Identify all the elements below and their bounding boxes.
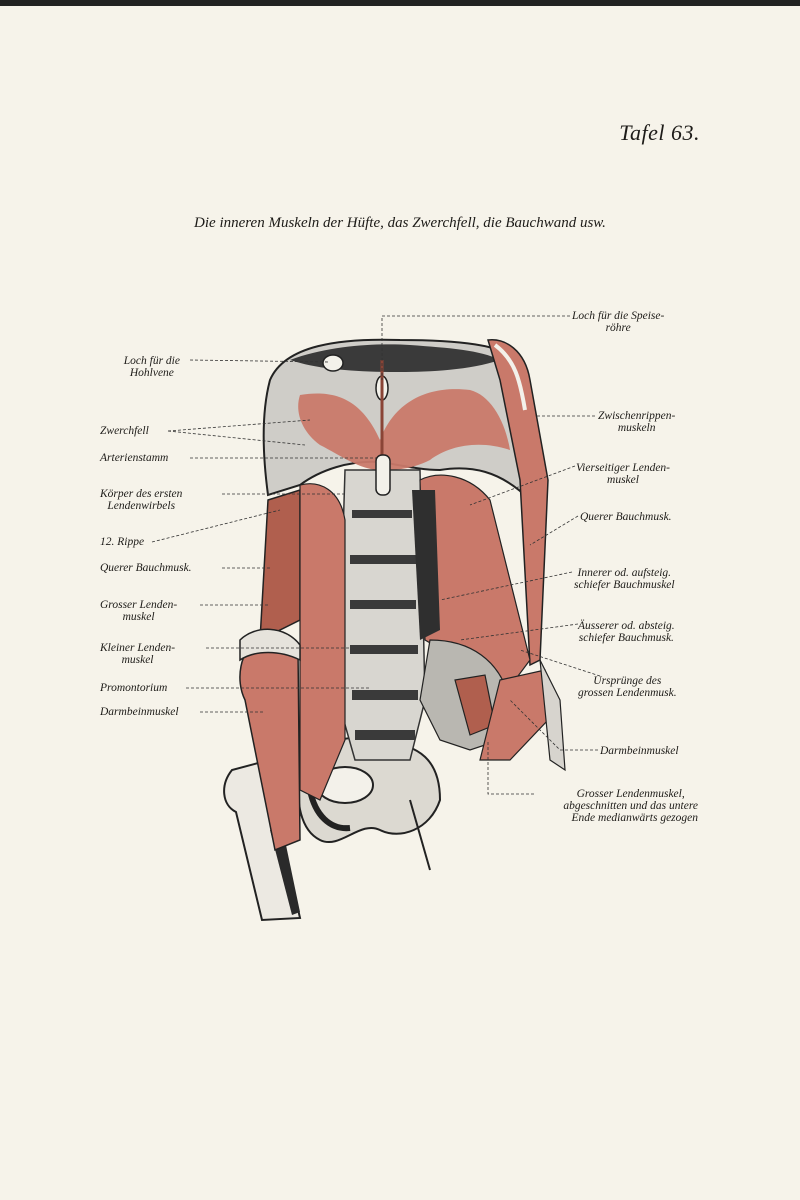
label-zwischenrippenmuskeln xyxy=(598,410,675,434)
label-grosser-lendenmuskel-abgeschnitten-line1: Grosser Lendenmuskel, xyxy=(576,788,685,800)
label-12-rippe: 12. Rippe xyxy=(100,536,145,548)
label-loch-hohlvene-line1: Loch für die xyxy=(123,355,180,367)
label-grosser-lendenmuskel xyxy=(100,599,177,623)
label-zwischenrippenmuskeln-line1: Zwischenrippen- xyxy=(598,410,676,422)
label-zwischenrippenmuskeln-line2: muskeln xyxy=(617,422,656,434)
label-loch-speiseroehre-line2: röhre xyxy=(605,322,631,334)
label-urspruenge-line1: Ursprünge des xyxy=(593,675,662,687)
label-kleiner-lendenmuskel-line2: muskel xyxy=(121,654,154,666)
label-innerer-schiefer-line1: Innerer od. aufsteig. xyxy=(577,567,672,579)
label-koerper-lendenwirbel-line2: Lendenwirbels xyxy=(107,500,176,512)
label-innerer-schiefer xyxy=(574,567,675,591)
plate-number: Tafel 63. xyxy=(619,120,700,145)
label-grosser-lendenmuskel-line2: muskel xyxy=(122,611,155,623)
label-urspruenge xyxy=(578,675,677,699)
label-aeusserer-schiefer xyxy=(578,620,675,644)
label-innerer-schiefer-line2: schiefer Bauchmuskel xyxy=(574,579,675,591)
label-grosser-lendenmuskel-abgeschnitten-line3: Ende medianwärts gezogen xyxy=(571,812,698,824)
label-querer-bauchmusk-right: Querer Bauchmusk. xyxy=(580,511,672,523)
label-kleiner-lendenmuskel-line1: Kleiner Lenden- xyxy=(100,642,176,654)
label-loch-speiseroehre-line1: Loch für die Speise- xyxy=(572,310,665,322)
label-koerper-lendenwirbel-line1: Körper des ersten xyxy=(100,488,183,500)
label-vierseitiger-lendenmuskel-line2: muskel xyxy=(607,474,639,486)
label-grosser-lendenmuskel-abgeschnitten-line2: abgeschnitten und das untere xyxy=(563,800,698,812)
plate-title: Die inneren Muskeln der Hüfte, das Zwerchfell, die Bauchwand usw. xyxy=(194,215,606,231)
label-grosser-lendenmuskel-line1: Grosser Lenden- xyxy=(100,599,178,611)
label-loch-speiseroehre xyxy=(572,310,664,334)
label-loch-hohlvene xyxy=(124,355,180,379)
label-urspruenge-line2: grossen Lendenmusk. xyxy=(578,687,677,699)
label-promontorium: Promontorium xyxy=(100,682,168,694)
label-aeusserer-schiefer-line2: schiefer Bauchmusk. xyxy=(578,632,674,644)
label-darmbeinmuskel-left: Darmbeinmuskel xyxy=(100,706,179,718)
label-darmbeinmuskel-right: Darmbeinmuskel xyxy=(600,745,679,757)
label-kleiner-lendenmuskel xyxy=(100,642,175,666)
label-koerper-lendenwirbel xyxy=(100,488,182,512)
label-aeusserer-schiefer-line1: Äusserer od. absteig. xyxy=(578,620,675,632)
label-arterienstamm: Arterienstamm xyxy=(100,452,169,464)
label-querer-bauchmusk-left: Querer Bauchmusk. xyxy=(100,562,192,574)
label-zwerchfell: Zwerchfell xyxy=(100,425,149,437)
label-grosser-lendenmuskel-abgeschnitten xyxy=(563,788,698,824)
label-vierseitiger-lendenmuskel-line1: Vierseitiger Lenden- xyxy=(576,462,670,474)
label-loch-hohlvene-line2: Hohlvene xyxy=(129,367,174,379)
lumbar-spine xyxy=(338,455,425,760)
label-vierseitiger-lendenmuskel xyxy=(576,462,670,486)
